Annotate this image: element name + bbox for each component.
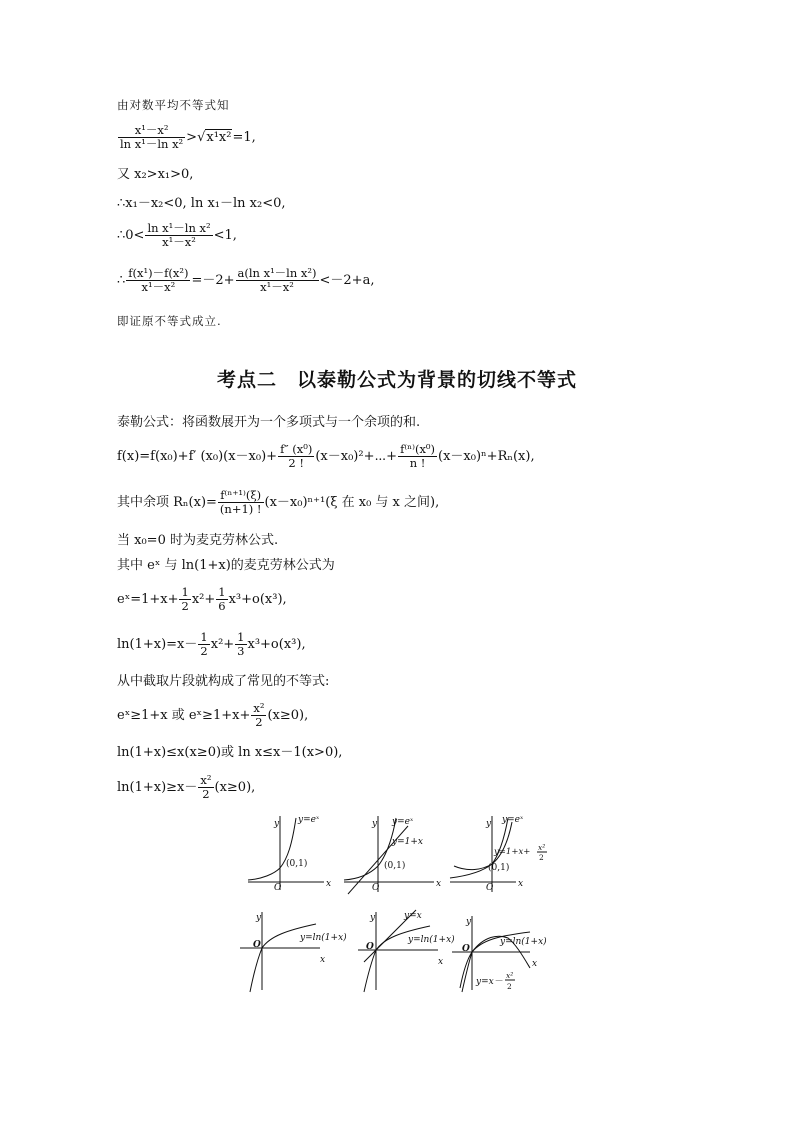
text-line: 从中截取片段就构成了常见的不等式: bbox=[117, 674, 330, 689]
text-line: 由对数平均不等式知 bbox=[117, 98, 230, 112]
formula-ineq-ln2: ln(1+x)≥x－ $\frac{\text{x²}}{2}$ (x≥0), bbox=[117, 773, 256, 801]
fraction: $\frac{\text{ln x¹－ln x²}}{\text{x¹－x²}}$ bbox=[147, 221, 211, 249]
axis-label-x: x bbox=[438, 957, 444, 967]
curve-label: y=ln(1+x) bbox=[408, 935, 455, 945]
formula-log-mean: $\frac{\text{x¹－x²}}{\text{ln x¹－ln x²}}$ >√x¹x²=1, bbox=[120, 123, 256, 151]
origin-label: O bbox=[274, 883, 282, 893]
fraction-den: 2 bbox=[539, 853, 544, 862]
fraction: $\frac{\text{x¹－x²}}{\text{ln x¹－ln x²}}$ bbox=[120, 123, 184, 151]
fraction: $\frac{\text{x²}}{2}$ bbox=[253, 701, 265, 729]
axis-label-y: y bbox=[466, 917, 472, 927]
origin-label: O bbox=[366, 942, 374, 952]
graph-exp bbox=[248, 815, 331, 893]
formula-remainder: 其中余项 Rₙ(x)= $\frac{\text{f⁽ⁿ⁺¹⁾(ξ)}}{(n+1) !}$ (x－x₀)ⁿ⁺¹(ξ 在 x₀ 与 x 之间), bbox=[117, 488, 440, 516]
origin-label: O bbox=[462, 944, 470, 954]
curve-label: y=eˣ bbox=[298, 815, 320, 825]
origin-label: O bbox=[372, 883, 380, 893]
point-label: (0,1) bbox=[384, 861, 406, 871]
curve-label: y=x－ bbox=[476, 977, 503, 987]
graph-exp-quadratic bbox=[450, 815, 547, 893]
origin-label: O bbox=[253, 940, 261, 950]
axis-label-x: x bbox=[532, 959, 538, 969]
function-graphs bbox=[240, 812, 560, 996]
fraction: $\frac{1}{2}$ bbox=[200, 630, 208, 658]
axis-label-y: y bbox=[486, 819, 492, 829]
formula-line: ∴ $\frac{\text{f(x¹)－f(x²)}}{\text{x¹－x²}}$ =－2+ $\frac{\text{a(ln x¹－ln x²)}}{\text{x¹－x²}}$ <－2+a, bbox=[117, 266, 375, 294]
formula-ln: ln(1+x)=x－ $\frac{1}{2}$ x²+ $\frac{1}{3}$ x³+o(x³), bbox=[117, 630, 306, 658]
point-label: (0,1) bbox=[286, 859, 308, 869]
text-line: 泰勒公式：将函数展开为一个多项式与一个余项的和. bbox=[117, 415, 421, 430]
fraction: $\frac{1}{3}$ bbox=[237, 630, 245, 658]
fraction: $\frac{\text{a(ln x¹－ln x²)}}{\text{x¹－x²}}$ bbox=[237, 266, 317, 294]
fraction: $\frac{1}{6}$ bbox=[218, 585, 226, 613]
graph-ln bbox=[240, 912, 347, 992]
graph-ln-quadratic bbox=[452, 916, 547, 992]
fraction: $\frac{\text{f⁽ⁿ⁺¹⁾(ξ)}}{(n+1) !}$ bbox=[219, 488, 262, 516]
graph-ln-tangent bbox=[358, 910, 455, 992]
fraction: $\frac{\text{f(x¹)－f(x²)}}{\text{x¹－x²}}$ bbox=[128, 266, 189, 294]
text-line: ∴x₁－x₂<0, ln x₁－ln x₂<0, bbox=[117, 196, 286, 211]
axis-label-y: y bbox=[372, 819, 378, 829]
fraction-num: x² bbox=[506, 971, 514, 980]
curve-label: y=ln(1+x) bbox=[500, 937, 547, 947]
axis-label-y: y bbox=[370, 913, 376, 923]
text-line: 即证原不等式成立. bbox=[117, 314, 222, 328]
fraction: $\frac{\text{x²}}{2}$ bbox=[200, 773, 212, 801]
fraction: $\frac{\text{f″ (x⁰)}}{2 !}$ bbox=[280, 442, 313, 470]
formula-ineq-exp: eˣ≥1+x 或 eˣ≥1+x+ $\frac{\text{x²}}{2}$ (x≥0), bbox=[117, 701, 309, 729]
formula-taylor: f(x)=f(x₀)+f′ (x₀)(x－x₀)+ $\frac{\text{f″ (x⁰)}}{2 !}$ (x－x₀)²+⋯+ $\frac{\text{f⁽ⁿ⁾(x⁰)}}{n !}$ (x－x₀)ⁿ+Rₙ(x), bbox=[117, 442, 535, 470]
point-label: (0,1) bbox=[488, 863, 510, 873]
curve-label: y=ln(1+x) bbox=[300, 933, 347, 943]
axis-label-x: x bbox=[326, 879, 332, 889]
origin-label: O bbox=[486, 883, 494, 893]
axis-label-x: x bbox=[518, 879, 524, 889]
text-line: 当 x₀=0 时为麦克劳林公式. bbox=[117, 533, 279, 548]
curve-label: y=eˣ bbox=[392, 817, 414, 827]
fraction: $\frac{1}{2}$ bbox=[181, 585, 189, 613]
curve-label: y=eˣ bbox=[502, 815, 524, 825]
fraction: $\frac{\text{f⁽ⁿ⁾(x⁰)}}{n !}$ bbox=[400, 442, 436, 470]
fraction-den: 2 bbox=[507, 982, 512, 991]
curve-label: y=1+x+ bbox=[494, 847, 531, 857]
formula-line: ∴0< $\frac{\text{ln x¹－ln x²}}{\text{x¹－x²}}$ <1, bbox=[117, 221, 237, 249]
axis-label-y: y bbox=[256, 913, 262, 923]
text-line: 其中 eˣ 与 ln(1+x)的麦克劳林公式为 bbox=[117, 558, 335, 573]
formula-ineq-ln: ln(1+x)≤x(x≥0)或 ln x≤x－1(x>0), bbox=[117, 745, 343, 760]
axis-label-x: x bbox=[320, 955, 326, 965]
text-line: 又 x₂>x₁>0, bbox=[117, 167, 194, 182]
section-title: 考点二 以泰勒公式为背景的切线不等式 bbox=[216, 369, 577, 391]
axis-label-y: y bbox=[274, 819, 280, 829]
axis-label-x: x bbox=[436, 879, 442, 889]
curve-label: y=x bbox=[404, 911, 422, 921]
formula-exp: eˣ=1+x+ $\frac{1}{2}$ x²+ $\frac{1}{6}$ x³+o(x³), bbox=[117, 585, 287, 613]
curve-label: y=1+x bbox=[392, 837, 423, 847]
fraction-num: x² bbox=[538, 843, 546, 852]
graph-exp-tangent bbox=[344, 816, 441, 894]
